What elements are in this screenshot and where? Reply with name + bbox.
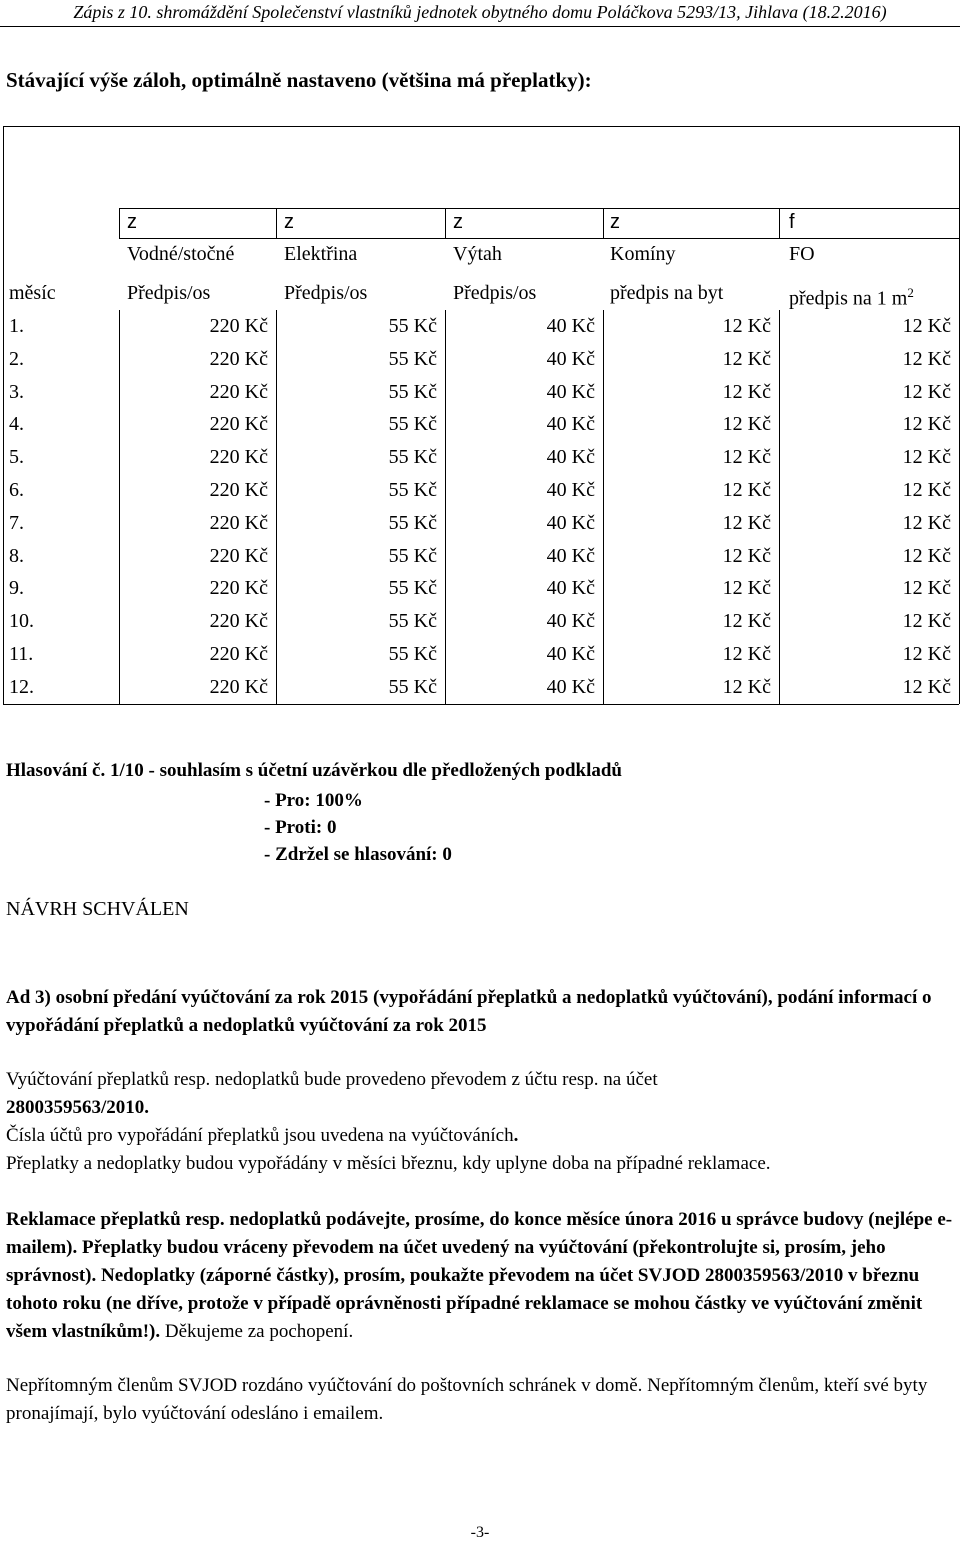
- table-cell-value: 220 Kč: [209, 380, 268, 403]
- paragraph-complaints: [6, 1206, 960, 1346]
- running-header: Zápis z 10. shromáždění Společenství vlastníků jednotek obytného domu Poláčkova 5293/13, Jihlava (18.2.2016): [73, 2, 887, 22]
- table-category-2: Výtah: [453, 243, 502, 265]
- table-cell-value: 220 Kč: [209, 577, 268, 600]
- payment-table: [3, 126, 959, 704]
- table-base-superscript: 2: [907, 285, 914, 300]
- table-cell-value: 12 Kč: [902, 446, 951, 469]
- table-cell-value: 40 Kč: [546, 380, 595, 403]
- table-row-month: 5.: [9, 446, 24, 469]
- table-cell-value: 12 Kč: [722, 380, 771, 403]
- table-code-0: z: [127, 211, 137, 233]
- paragraph-march: Přeplatky a nedoplatky budou vypořádány v měsíci březnu, kdy uplyne doba na případné reklamace.: [6, 1153, 771, 1174]
- vote-item-against: - Proti: 0: [264, 817, 337, 838]
- table-cell-value: 55 Kč: [388, 413, 437, 436]
- table-cell-value: 55 Kč: [388, 380, 437, 403]
- table-row-month: 8.: [9, 544, 24, 567]
- intro-heading: Stávající výše záloh, optimálně nastaveno (většina má přeplatky):: [6, 68, 592, 92]
- vote-result: NÁVRH SCHVÁLEN: [6, 898, 189, 920]
- table-cell-value: 12 Kč: [722, 479, 771, 501]
- table-row-month: 6.: [9, 479, 24, 501]
- complaints-bold-text: Reklamace přeplatků resp. nedoplatků podávejte, prosíme, do konce měsíce února 2016 u správce budovy (nejlépe e-mailem). Přeplatky budou vráceny převodem na účet uvedený na vyúčtování (překontrolujte si, prosím, jeho správnost). Nedoplatky (záporné částky), prosím, poukažte převodem na účet SVJOD 2800359563/2010 v březnu tohoto roku (ne dříve, protože v případě oprávněnosti případné reklamace se mohou částky ve vyúčtování změnit všem vlastníkům!).: [6, 1209, 953, 1342]
- table-cell-value: 55 Kč: [388, 675, 437, 698]
- accounts-text: Čísla účtů pro vypořádání přeplatků jsou uvedena na vyúčtováních: [6, 1125, 514, 1146]
- table-code-1: z: [284, 211, 294, 233]
- table-month-header: měsíc: [9, 282, 56, 304]
- table-cell-value: 220 Kč: [209, 544, 268, 567]
- table-cell-value: 55 Kč: [388, 610, 437, 633]
- table-cell-value: 12 Kč: [902, 380, 951, 403]
- table-cell-value: 12 Kč: [722, 347, 771, 370]
- table-rule-col-4: [603, 208, 604, 238]
- table-cell-value: 40 Kč: [546, 446, 595, 469]
- accounts-period: .: [513, 1125, 519, 1146]
- table-cell-value: 55 Kč: [388, 315, 437, 337]
- table-cell-value: 55 Kč: [388, 347, 437, 370]
- table-row-month: 10.: [9, 610, 34, 633]
- table-cell-value: 40 Kč: [546, 577, 595, 600]
- table-cell-value: 12 Kč: [722, 315, 771, 337]
- table-cell-value: 12 Kč: [902, 544, 951, 567]
- page-number: -3-: [470, 1524, 490, 1541]
- table-cell-value: 12 Kč: [902, 610, 951, 633]
- table-cell-value: 12 Kč: [902, 643, 951, 665]
- table-category-1: Elektřina: [284, 243, 358, 265]
- paragraph-accounts: [6, 1122, 960, 1150]
- table-cell-value: 40 Kč: [546, 479, 595, 501]
- table-category-3: Komíny: [610, 243, 676, 265]
- table-cell-value: 220 Kč: [209, 347, 268, 370]
- table-rule-codes-bottom: [119, 238, 959, 239]
- table-cell-value: 55 Kč: [388, 577, 437, 600]
- table-cell-value: 55 Kč: [388, 643, 437, 665]
- paragraph-absent: Nepřítomným členům SVJOD rozdáno vyúčtování do poštovních schránek v domě. Nepřítomným členům, kteří své byty pronajímají, bylo vyúčtování odesláno i emailem.: [6, 1375, 928, 1424]
- table-cell-value: 220 Kč: [209, 511, 268, 534]
- table-row-month: 11.: [9, 643, 34, 665]
- table-base-1: Předpis/os: [284, 282, 368, 304]
- table-cell-value: 40 Kč: [546, 675, 595, 698]
- paragraph-settlement: [6, 1066, 960, 1122]
- table-cell-value: 220 Kč: [209, 675, 268, 698]
- table-rule-col-3: [445, 208, 446, 238]
- table-cell-value: 40 Kč: [546, 544, 595, 567]
- header-divider: [0, 26, 960, 27]
- table-cell-value: 40 Kč: [546, 315, 595, 337]
- table-category-4: FO: [789, 243, 815, 265]
- table-cell-value: 220 Kč: [209, 479, 268, 501]
- table-cell-value: 12 Kč: [722, 544, 771, 567]
- table-code-3: z: [610, 211, 620, 233]
- table-rule-codes-top: [119, 208, 959, 209]
- table-row-month: 4.: [9, 413, 24, 436]
- table-category-0: Vodné/stočné: [127, 243, 235, 265]
- thanks-text: Děkujeme za pochopení.: [160, 1321, 354, 1342]
- table-cell-value: 12 Kč: [722, 577, 771, 600]
- table-cell-value: 55 Kč: [388, 446, 437, 469]
- table-row-month: 2.: [9, 347, 24, 370]
- table-cell-value: 12 Kč: [902, 675, 951, 698]
- table-base-3: předpis na byt: [610, 282, 724, 304]
- table-cell-value: 220 Kč: [209, 315, 268, 337]
- table-code-2: z: [453, 211, 463, 233]
- table-cell-value: 12 Kč: [902, 479, 951, 501]
- table-cell-value: 220 Kč: [209, 643, 268, 665]
- table-border-top: [3, 126, 959, 127]
- vote-title: Hlasování č. 1/10 - souhlasím s účetní uzávěrkou dle předložených podkladů: [6, 760, 622, 781]
- table-cell-value: 220 Kč: [209, 446, 268, 469]
- table-cell-value: 12 Kč: [722, 446, 771, 469]
- table-cell-value: 220 Kč: [209, 610, 268, 633]
- table-row-month: 3.: [9, 380, 24, 403]
- table-code-4: f: [789, 211, 795, 233]
- table-cell-value: 12 Kč: [722, 413, 771, 436]
- table-row-month: 12.: [9, 675, 34, 698]
- table-cell-value: 12 Kč: [902, 347, 951, 370]
- table-cell-value: 12 Kč: [722, 675, 771, 698]
- table-cell-value: 12 Kč: [722, 610, 771, 633]
- table-cell-value: 12 Kč: [902, 577, 951, 600]
- table-cell-value: 40 Kč: [546, 347, 595, 370]
- table-cell-value: 12 Kč: [902, 511, 951, 534]
- table-cell-value: 12 Kč: [722, 511, 771, 534]
- table-cell-value: 55 Kč: [388, 544, 437, 567]
- table-cell-value: 40 Kč: [546, 413, 595, 436]
- table-row-month: 9.: [9, 577, 24, 600]
- agenda-item-heading: Ad 3) osobní předání vyúčtování za rok 2015 (vypořádání přeplatků a nedoplatků vyúčtování), podání informací o vypořádání přeplatků a nedoplatků vyúčtování za rok 2015: [6, 987, 932, 1036]
- table-cell-value: 12 Kč: [902, 315, 951, 337]
- table-cell-value: 40 Kč: [546, 643, 595, 665]
- table-border-bottom: [3, 704, 959, 705]
- table-cell-value: 55 Kč: [388, 511, 437, 534]
- table-rule-col-5: [779, 208, 780, 238]
- table-row-month: 1.: [9, 315, 24, 337]
- table-base-0: Předpis/os: [127, 282, 211, 304]
- table-cell-value: 55 Kč: [388, 479, 437, 501]
- vote-item-abstain: - Zdržel se hlasování: 0: [264, 844, 452, 865]
- table-border-left: [3, 126, 4, 704]
- settlement-text: Vyúčtování přeplatků resp. nedoplatků bude provedeno převodem z účtu resp. na účet: [6, 1069, 658, 1090]
- table-cell-value: 220 Kč: [209, 413, 268, 436]
- table-row-month: 7.: [9, 511, 24, 534]
- account-number: 2800359563/2010.: [6, 1097, 150, 1118]
- table-cell-value: 40 Kč: [546, 511, 595, 534]
- table-base-4: předpis na 1 $m^2$: [789, 285, 914, 310]
- table-rule-col-2: [276, 208, 277, 238]
- table-cell-value: 12 Kč: [902, 413, 951, 436]
- table-cell-value: 40 Kč: [546, 610, 595, 633]
- table-base-2: Předpis/os: [453, 282, 537, 304]
- table-rule-col-1: [119, 208, 120, 238]
- vote-item-for: - Pro: 100%: [264, 790, 363, 811]
- table-cell-value: 12 Kč: [722, 643, 771, 665]
